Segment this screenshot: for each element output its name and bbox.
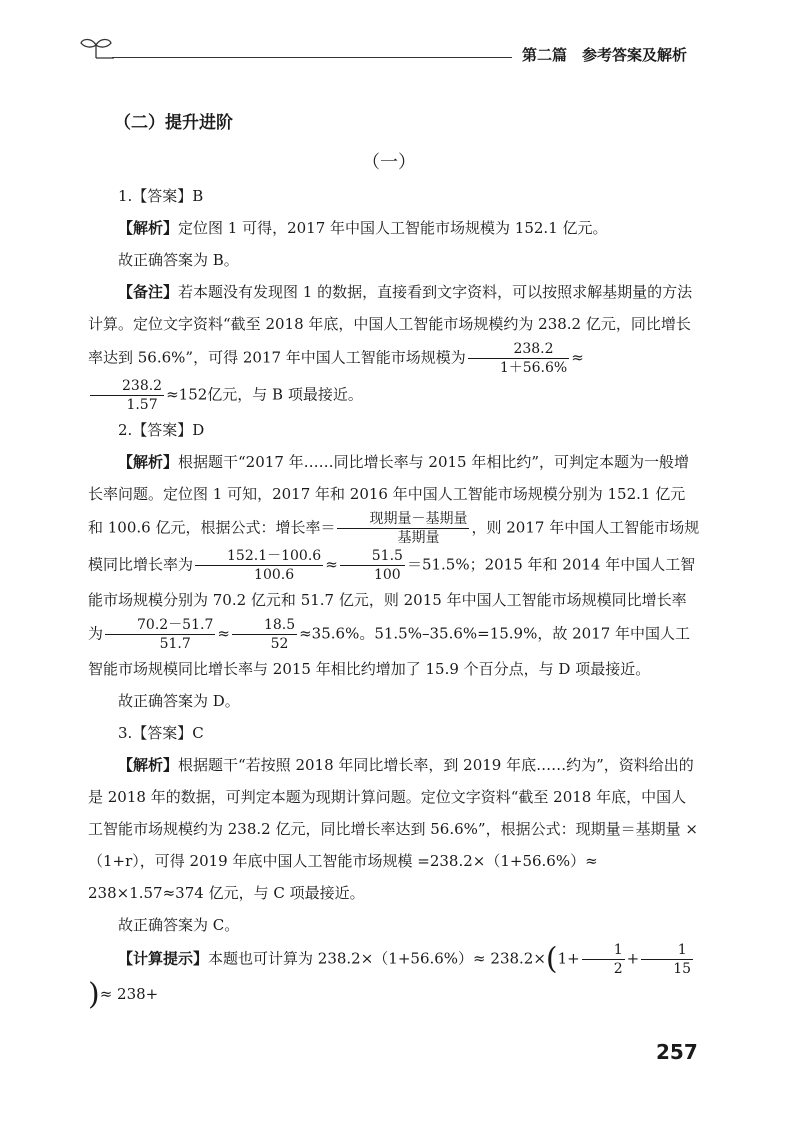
q2-text-1: 根据题干“2017 年……同比增长率与 2015 年相比约”，可判定本题为一般增长率问题。定位图 1 可知，2017 年和 2016 年中国人工智能市场规模分别为 152.1 亿元和 100.6 亿元，根据公式：增长率＝: [88, 453, 690, 537]
q3-analysis: [88, 749, 700, 909]
q3-text: 根据题干“若按照 2018 年同比增长率，到 2019 年底……约为”，资料给出的是 2018 年的数据，可判定本题为现期计算问题。定位文字资料“截至 2018 年底，中国人工智能市场规模约为 238.2 亿元，同比增长率达到 56.6%”，根据公式：现期量＝基期量 ×（1+r），可得 2019 年底中国人工智能市场规模 =238.2×（1+56.6%）≈ 238×1.57≈374 亿元，与 C 项最接近。: [88, 756, 698, 902]
plus-sign: +: [626, 949, 640, 968]
q3-tip-text: 本题也可计算为 238.2×（1+56.6%）≈ 238.2×: [208, 949, 546, 968]
fraction-numerator: 238.2: [468, 340, 569, 359]
q1-analysis-text: 定位图 1 可得，2017 年中国人工智能市场规模为 152.1 亿元。: [178, 219, 608, 237]
subsection-title: （一）: [362, 152, 416, 173]
fraction-denominator: 100: [373, 567, 401, 583]
q3-tip-end: ≈ 238+: [99, 985, 159, 1003]
fraction: [90, 377, 164, 414]
fraction-denominator: 100.6: [254, 567, 295, 583]
fraction: [468, 340, 569, 377]
q1-answer: 1.【答案】B: [118, 187, 204, 205]
fraction-numerator: 238.2: [90, 377, 164, 396]
fraction: [195, 547, 323, 584]
fraction-denominator: 1＋56.6%: [499, 360, 568, 376]
analysis-tag: 【解析】: [118, 219, 179, 237]
analysis-tag: 【解析】: [118, 756, 179, 774]
fraction-numerator: 70.2－51.7: [105, 616, 215, 635]
header-title: 第二篇 参考答案及解析: [522, 46, 688, 64]
right-paren: ): [88, 977, 100, 1012]
approx-sign: ≈: [325, 555, 338, 574]
fraction: [105, 616, 215, 653]
approx-sign: ≈: [217, 624, 230, 643]
fraction-denominator: 基期量: [397, 530, 440, 546]
q2-text-3: ＝51.5%；2015 年和 2014 年中国人工智能市场规模分别为 70.2 亿元和 51.7 亿元，则 2015 年中国人工智能市场规模同比增长率为: [88, 555, 696, 643]
fraction: [340, 547, 405, 584]
fraction-denominator: 2: [613, 961, 623, 977]
fraction-numerator: 152.1－100.6: [195, 547, 323, 566]
note-tag: 【备注】: [118, 283, 179, 301]
q2-conclusion: 故正确答案为 D。: [118, 692, 240, 710]
fraction-numerator: 1: [641, 941, 693, 960]
tip-one: 1+: [557, 949, 580, 968]
fraction-denominator: 15: [673, 961, 692, 977]
body-text: [88, 180, 700, 1011]
q1-note-text: 若本题没有发现图 1 的数据，直接看到文字资料，可以按照求解基期量的方法计算。定位文字资料“截至 2018 年底，中国人工智能市场规模约为 238.2 亿元，同比增长率达到 56.6%”，可得 2017 年中国人工智能市场规模为: [88, 283, 693, 367]
fraction: [582, 941, 625, 978]
fraction-denominator: 52: [270, 636, 289, 652]
section-heading: （二）提升进阶: [114, 113, 233, 133]
fraction: [232, 616, 297, 653]
fraction-numerator: 51.5: [340, 547, 405, 566]
q2-answer: 2.【答案】D: [118, 421, 205, 439]
formula-fraction: [337, 510, 469, 547]
approx-sign: ≈: [571, 348, 584, 367]
fraction-denominator: 51.7: [159, 636, 191, 652]
analysis-tag: 【解析】: [118, 453, 179, 471]
header-rule: [112, 57, 512, 58]
q1-conclusion: 故正确答案为 B。: [118, 251, 239, 269]
q2-text-4: ≈35.6%。51.5%–35.6%=15.9%，故 2017 年中国人工智能市场规模同比增长率与 2015 年相比约增加了 15.9 个百分点，与 D 项最接近。: [88, 624, 691, 678]
fraction: [641, 941, 693, 978]
q1-analysis: [88, 212, 700, 244]
fraction-numerator: 1: [582, 941, 625, 960]
fraction-denominator: 1.57: [126, 397, 158, 413]
q2-analysis: [88, 446, 700, 685]
fraction-numerator: 18.5: [232, 616, 297, 635]
sprout-icon: [78, 36, 114, 60]
left-paren: (: [545, 941, 558, 977]
tip-tag: 【计算提示】: [118, 949, 209, 968]
q2-text-2: ，则 2017 年中国人工智能市场规模同比增长率为: [88, 518, 700, 574]
q3-tip: [88, 941, 700, 1011]
q1-note-end: ≈152亿元，与 B 项最接近。: [166, 385, 363, 404]
q1-note: [88, 276, 700, 414]
page-number: 257: [656, 1040, 698, 1064]
q3-answer: 3.【答案】C: [118, 724, 204, 742]
q3-conclusion: 故正确答案为 C。: [118, 916, 240, 934]
fraction-numerator: 现期量－基期量: [337, 510, 469, 529]
